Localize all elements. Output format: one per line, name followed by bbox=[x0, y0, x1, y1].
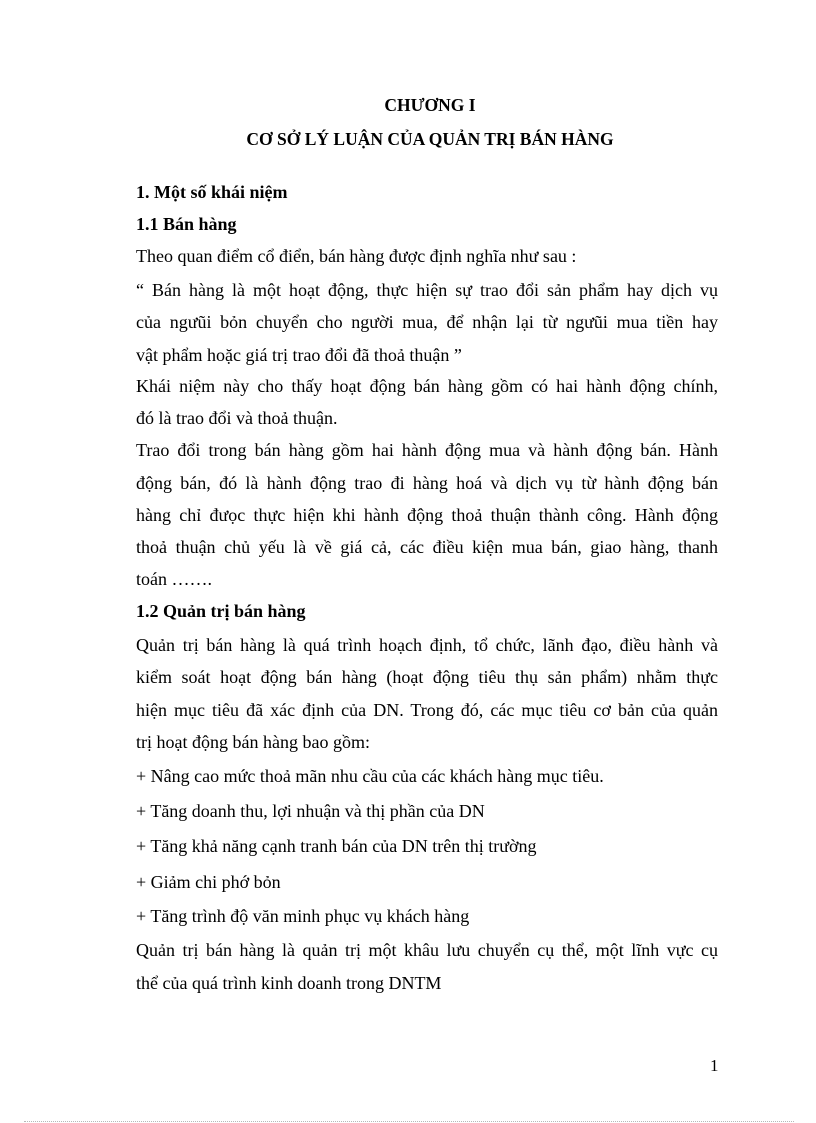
section-heading-1: 1. Một số khái niệm bbox=[136, 182, 288, 202]
page-number: 1 bbox=[710, 1056, 719, 1075]
paragraph-line: toán ……. bbox=[136, 569, 212, 589]
paragraph-line: thoả thuận chủ yếu là về giá cả, các điều kiện mua bán, giao hàng, thanh bbox=[136, 537, 718, 557]
section-heading-1-2: 1.2 Quản trị bán hàng bbox=[136, 601, 306, 621]
bullet-line: + Nâng cao mức thoả mãn nhu cầu của các khách hàng mục tiêu. bbox=[136, 766, 604, 786]
chapter-number: CHƯƠNG I bbox=[384, 95, 476, 115]
paragraph-line: thể của quá trình kinh doanh trong DNTM bbox=[136, 973, 442, 993]
paragraph-line: “ Bán hàng là một hoạt động, thực hiện sự trao đổi sản phẩm hay dịch vụ bbox=[136, 280, 718, 300]
paragraph-line: trị hoạt động bán hàng bao gồm: bbox=[136, 732, 370, 752]
paragraph-line: hàng chỉ đưọc thực hiện khi hành động thoả thuận thành công. Hành động bbox=[136, 505, 718, 525]
paragraph-line: Trao đổi trong bán hàng gồm hai hành động mua và hành động bán. Hành bbox=[136, 440, 718, 460]
bullet-line: + Tăng doanh thu, lợi nhuận và thị phần của DN bbox=[136, 801, 485, 821]
bullet-line: + Tăng trình độ văn minh phục vụ khách hàng bbox=[136, 906, 470, 926]
section-heading-1-1: 1.1 Bán hàng bbox=[136, 214, 237, 234]
paragraph-line: đó là trao đổi và thoả thuận. bbox=[136, 408, 338, 428]
paragraph-line: vật phẩm hoặc giá trị trao đổi đã thoả thuận ” bbox=[136, 345, 462, 365]
paragraph-line: động bán, đó là hành động trao đi hàng hoá và dịch vụ từ hành động bán bbox=[136, 473, 718, 493]
paragraph-line: kiểm soát hoạt động bán hàng (hoạt động tiêu thụ sản phẩm) nhằm thực bbox=[136, 667, 718, 687]
paragraph-line: Quản trị bán hàng là quá trình hoạch định, tổ chức, lãnh đạo, điều hành và bbox=[136, 635, 718, 655]
chapter-title: CƠ SỞ LÝ LUẬN CỦA QUẢN TRỊ BÁN HÀNG bbox=[246, 129, 614, 149]
paragraph-line: Quản trị bán hàng là quản trị một khâu lưu chuyển cụ thể, một lĩnh vực cụ bbox=[136, 940, 718, 960]
bullet-line: + Giảm chi phớ bỏn bbox=[136, 872, 281, 892]
paragraph-line: của ngưũi bỏn chuyển cho người mua, để nhận lại từ ngưũi mua tiền hay bbox=[136, 312, 718, 332]
bullet-line: + Tăng khả năng cạnh tranh bán của DN trên thị trường bbox=[136, 836, 537, 856]
page-bottom-divider bbox=[24, 1121, 794, 1122]
paragraph-line: Theo quan điểm cổ điển, bán hàng được định nghĩa như sau : bbox=[136, 246, 577, 266]
paragraph-line: Khái niệm này cho thấy hoạt động bán hàng gồm có hai hành động chính, bbox=[136, 376, 718, 396]
paragraph-line: hiện mục tiêu đã xác định của DN. Trong đó, các mục tiêu cơ bản của quản bbox=[136, 700, 718, 720]
